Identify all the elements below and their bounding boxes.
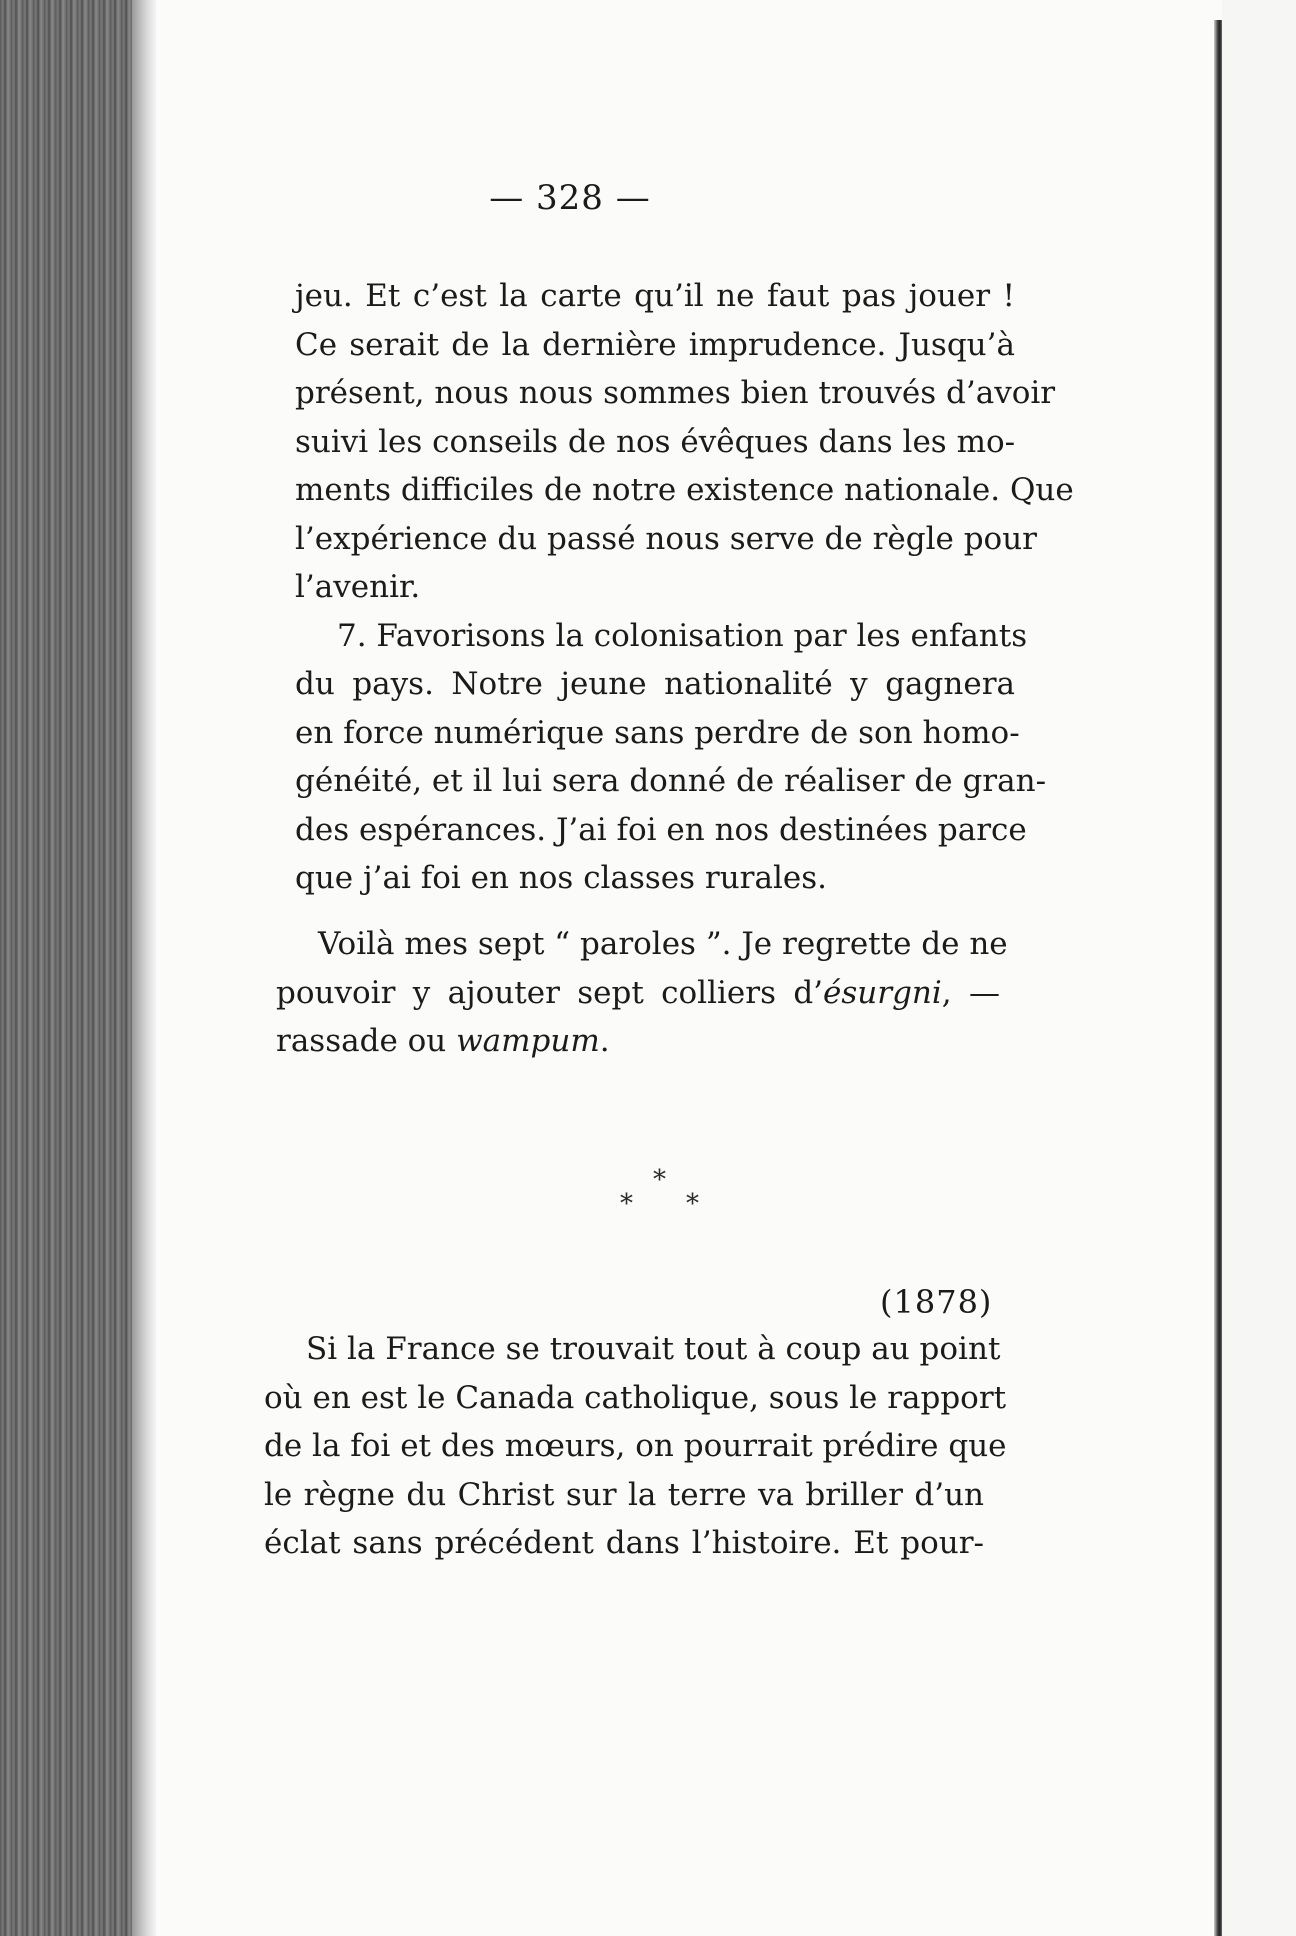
text-fragment: , — [941, 974, 1000, 1011]
text-line: Voilà mes sept “ paroles ”. Je regrette de ne [318, 926, 1008, 962]
section-asterism [620, 1165, 710, 1235]
asterisk: * [653, 1165, 666, 1195]
text-line: jeu. Et c’est la carte qu’il ne faut pas jouer ! [295, 278, 1015, 314]
book-page [150, 0, 1214, 1936]
text-line: de la foi et des mœurs, on pourrait prédire que [264, 1428, 1007, 1464]
text-line: ments difficiles de notre existence nationale. Que [295, 472, 1074, 508]
text-line: Ce serait de la dernière imprudence. Jusqu’à [295, 326, 1015, 363]
right-margin [1222, 0, 1296, 1936]
text-line: où en est le Canada catholique, sous le rapport [264, 1379, 1007, 1416]
text-line: le règne du Christ sur la terre va briller d’un [264, 1476, 984, 1513]
text-line: en force numérique sans perdre de son homo- [295, 714, 1020, 751]
text-line: Si la France se trouvait tout à coup au point [306, 1331, 1001, 1367]
new-section-paragraph [264, 1325, 1007, 1568]
text-line [276, 1017, 1000, 1066]
section-date: (1878) [880, 1283, 993, 1321]
text-fragment: pouvoir y ajouter sept colliers d’ [276, 974, 824, 1011]
text-line: généité, et il lui sera donné de réaliser de gran- [295, 763, 1047, 799]
italic-word: wampum [456, 1023, 600, 1059]
text-line: présent, nous nous sommes bien trouvés d’avoir [295, 375, 1056, 411]
text-fragment: rassade ou [276, 1023, 457, 1059]
asterisk: * [620, 1189, 633, 1219]
italic-word: ésurgni [823, 974, 942, 1011]
text-line: suivi les conseils de nos évêques dans les mo- [295, 423, 1016, 460]
text-line: l’expérience du passé nous serve de règle pour [295, 520, 1038, 557]
page-number: — 328 — [489, 178, 651, 218]
text-line [276, 969, 1000, 1018]
paragraph-continuation [295, 272, 1074, 903]
text-line: que j’ai foi en nos classes rurales. [295, 860, 827, 896]
asterisk: * [686, 1189, 699, 1219]
text-line: des espérances. J’ai foi en nos destinées parce [295, 811, 1027, 848]
text-line: éclat sans précédent dans l’histoire. Et pour- [264, 1525, 984, 1561]
text-line: du pays. Notre jeune nationalité y gagnera [295, 666, 1015, 702]
text-line: 7. Favorisons la colonisation par les enfants [337, 617, 1028, 654]
closing-paragraph [276, 920, 1008, 1066]
text-line: l’avenir. [295, 569, 421, 605]
text-fragment: . [599, 1023, 610, 1059]
book-spine [0, 0, 150, 1936]
